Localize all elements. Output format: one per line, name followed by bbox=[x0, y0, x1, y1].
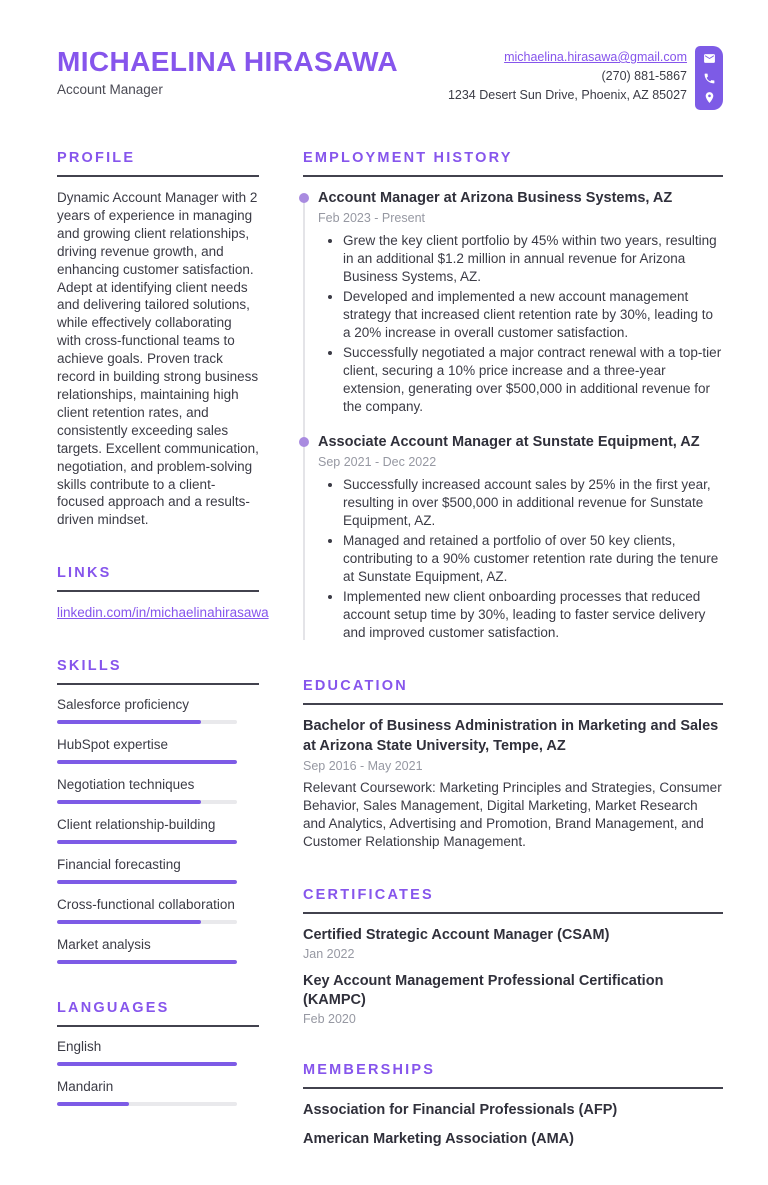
education-heading: EDUCATION bbox=[303, 678, 723, 705]
contact-icon-strip bbox=[695, 46, 723, 110]
job-bullet: • Developed and implemented a new account management strategy that increased client retention rate by 30%, leading to a 20% increase in overall customer satisfaction. bbox=[343, 288, 723, 342]
language-label: Mandarin bbox=[57, 1079, 114, 1095]
education-description: Relevant Coursework: Marketing Principles and Strategies, Consumer Behavior, Sales Management, Digital Marketing, Market Research and Analytics, Advertising and Promotion, Brand Management, and Customer Relationship Management. bbox=[303, 780, 722, 849]
skill-item bbox=[57, 737, 259, 764]
languages-list bbox=[57, 1039, 259, 1106]
skill-item bbox=[57, 697, 259, 724]
certificate-title: Certified Strategic Account Manager (CSAM) bbox=[303, 927, 610, 943]
employment-timeline bbox=[303, 189, 723, 642]
envelope-icon bbox=[703, 52, 716, 65]
job-bullet-list bbox=[343, 476, 723, 642]
education-dates: Sep 2016 - May 2021 bbox=[303, 759, 423, 773]
contact-details bbox=[448, 46, 687, 105]
certificates-heading: CERTIFICATES bbox=[303, 887, 723, 914]
skill-label: Negotiation techniques bbox=[57, 777, 195, 793]
profile-heading: PROFILE bbox=[57, 150, 259, 177]
contact-phone: (270) 881-5867 bbox=[601, 69, 687, 83]
identity-block bbox=[57, 46, 398, 97]
skill-meter-track bbox=[57, 720, 237, 724]
linkedin-link[interactable]: linkedin.com/in/michaelinahirasawa bbox=[57, 605, 269, 621]
language-item bbox=[57, 1039, 259, 1066]
person-job-title: Account Manager bbox=[57, 82, 163, 98]
job-entry bbox=[318, 433, 723, 642]
skill-label: Market analysis bbox=[57, 937, 151, 953]
skills-heading: SKILLS bbox=[57, 658, 259, 685]
languages-heading: LANGUAGES bbox=[57, 1000, 259, 1027]
skill-label: Cross-functional collaboration bbox=[57, 897, 235, 913]
employment-section bbox=[303, 150, 723, 642]
certificate-item bbox=[303, 926, 723, 961]
skills-list bbox=[57, 697, 259, 964]
memberships-heading: MEMBERSHIPS bbox=[303, 1062, 723, 1089]
job-entry bbox=[318, 189, 723, 416]
skill-meter-fill bbox=[57, 720, 201, 724]
language-item bbox=[57, 1079, 259, 1106]
skill-item bbox=[57, 857, 259, 884]
job-title: Associate Account Manager at Sunstate Equipment, AZ bbox=[318, 434, 700, 450]
language-meter-fill bbox=[57, 1102, 129, 1106]
email-link[interactable]: michaelina.hirasawa@gmail.com bbox=[504, 50, 687, 64]
skill-meter-track bbox=[57, 840, 237, 844]
link-item bbox=[57, 604, 269, 622]
language-meter-fill bbox=[57, 1062, 237, 1066]
language-label: English bbox=[57, 1039, 102, 1055]
skill-meter-track bbox=[57, 800, 237, 804]
skill-meter-track bbox=[57, 880, 237, 884]
job-title: Account Manager at Arizona Business Systems, AZ bbox=[318, 190, 673, 206]
job-bullet: • Implemented new client onboarding processes that reduced account setup time by 30%, leading to faster service delivery and improved customer satisfaction. bbox=[343, 588, 723, 642]
skill-meter-track bbox=[57, 960, 237, 964]
membership-item: Association for Financial Professionals (AFP) bbox=[303, 1102, 618, 1118]
language-meter-track bbox=[57, 1062, 237, 1066]
skill-meter-track bbox=[57, 760, 237, 764]
certificates-section bbox=[303, 887, 723, 1026]
job-bullet: • Managed and retained a portfolio of over 50 key clients, contributing to a 90% customer retention rate during the tenure at Sunstate Equipment, AZ. bbox=[343, 532, 723, 586]
right-column bbox=[303, 150, 723, 1185]
certificates-list bbox=[303, 926, 723, 1026]
skill-label: Client relationship-building bbox=[57, 817, 216, 833]
links-list bbox=[57, 604, 269, 622]
skill-item bbox=[57, 817, 259, 844]
profile-section bbox=[57, 150, 259, 529]
job-bullet: • Successfully increased account sales by 25% in the first year, resulting in over $500,000 in additional revenue for Sunstate Equipment, AZ. bbox=[343, 476, 723, 530]
certificate-date: Jan 2022 bbox=[303, 947, 355, 961]
certificate-item bbox=[303, 972, 723, 1026]
resume-header bbox=[57, 46, 723, 110]
job-bullet: • Successfully negotiated a major contract renewal with a top-tier client, securing a 10% price increase and a three-year extension, generating over $500,000 in additional revenue for the company. bbox=[343, 344, 723, 416]
employment-heading: EMPLOYMENT HISTORY bbox=[303, 150, 723, 177]
timeline-dot-icon bbox=[299, 437, 309, 447]
job-dates: Sep 2021 - Dec 2022 bbox=[318, 455, 437, 469]
person-name: MICHAELINA HIRASAWA bbox=[57, 46, 399, 77]
skill-label: Financial forecasting bbox=[57, 857, 181, 873]
contact-address: 1234 Desert Sun Drive, Phoenix, AZ 85027 bbox=[447, 88, 687, 102]
skill-meter-fill bbox=[57, 840, 237, 844]
skills-section bbox=[57, 658, 259, 964]
skill-item bbox=[57, 777, 259, 804]
skill-label: HubSpot expertise bbox=[57, 737, 169, 753]
skill-meter-fill bbox=[57, 880, 237, 884]
education-degree: Bachelor of Business Administration in Marketing and Sales at Arizona State University, Tempe, AZ bbox=[303, 718, 719, 754]
skill-meter-fill bbox=[57, 760, 237, 764]
location-pin-icon bbox=[703, 91, 716, 104]
skill-meter-fill bbox=[57, 920, 201, 924]
timeline-dot-icon bbox=[299, 193, 309, 203]
content-columns bbox=[57, 150, 723, 1185]
job-bullet-list bbox=[343, 232, 723, 416]
contact-block bbox=[448, 46, 723, 110]
certificate-date: Feb 2020 bbox=[303, 1012, 356, 1026]
phone-icon bbox=[703, 72, 716, 85]
links-heading: LINKS bbox=[57, 565, 259, 592]
contact-email-line bbox=[448, 48, 687, 67]
language-meter-track bbox=[57, 1102, 237, 1106]
education-section bbox=[303, 678, 723, 851]
memberships-section bbox=[303, 1062, 723, 1149]
membership-item: American Marketing Association (AMA) bbox=[303, 1131, 574, 1147]
left-column bbox=[57, 150, 269, 1185]
skill-meter-fill bbox=[57, 960, 237, 964]
skill-meter-track bbox=[57, 920, 237, 924]
skill-label: Salesforce proficiency bbox=[57, 697, 190, 713]
profile-text: Dynamic Account Manager with 2 years of experience in managing and growing client relationships, driving revenue growth, and enhancing customer satisfaction. Adept at identifying client needs and delivering tailored solutions, while effectively collaborating with cross-functional teams to achieve goals. Proven track record in building strong business relationships, maintaining high client retention rates, and consistently exceeding sales targets. Excellent communication, negotiation, and problem-solving skills contribute to a client-focused approach and a results-driven mindset. bbox=[57, 190, 259, 528]
skill-item bbox=[57, 897, 259, 924]
job-bullet: • Grew the key client portfolio by 45% within two years, resulting in an additional $1.2 million in annual revenue for Arizona Business Systems, AZ. bbox=[343, 232, 723, 286]
skill-meter-fill bbox=[57, 800, 201, 804]
links-section bbox=[57, 565, 269, 622]
skill-item bbox=[57, 937, 259, 964]
certificate-title: Key Account Management Professional Certification (KAMPC) bbox=[303, 973, 664, 1008]
memberships-list bbox=[303, 1101, 723, 1149]
languages-section bbox=[57, 1000, 259, 1106]
job-dates: Feb 2023 - Present bbox=[318, 211, 426, 225]
